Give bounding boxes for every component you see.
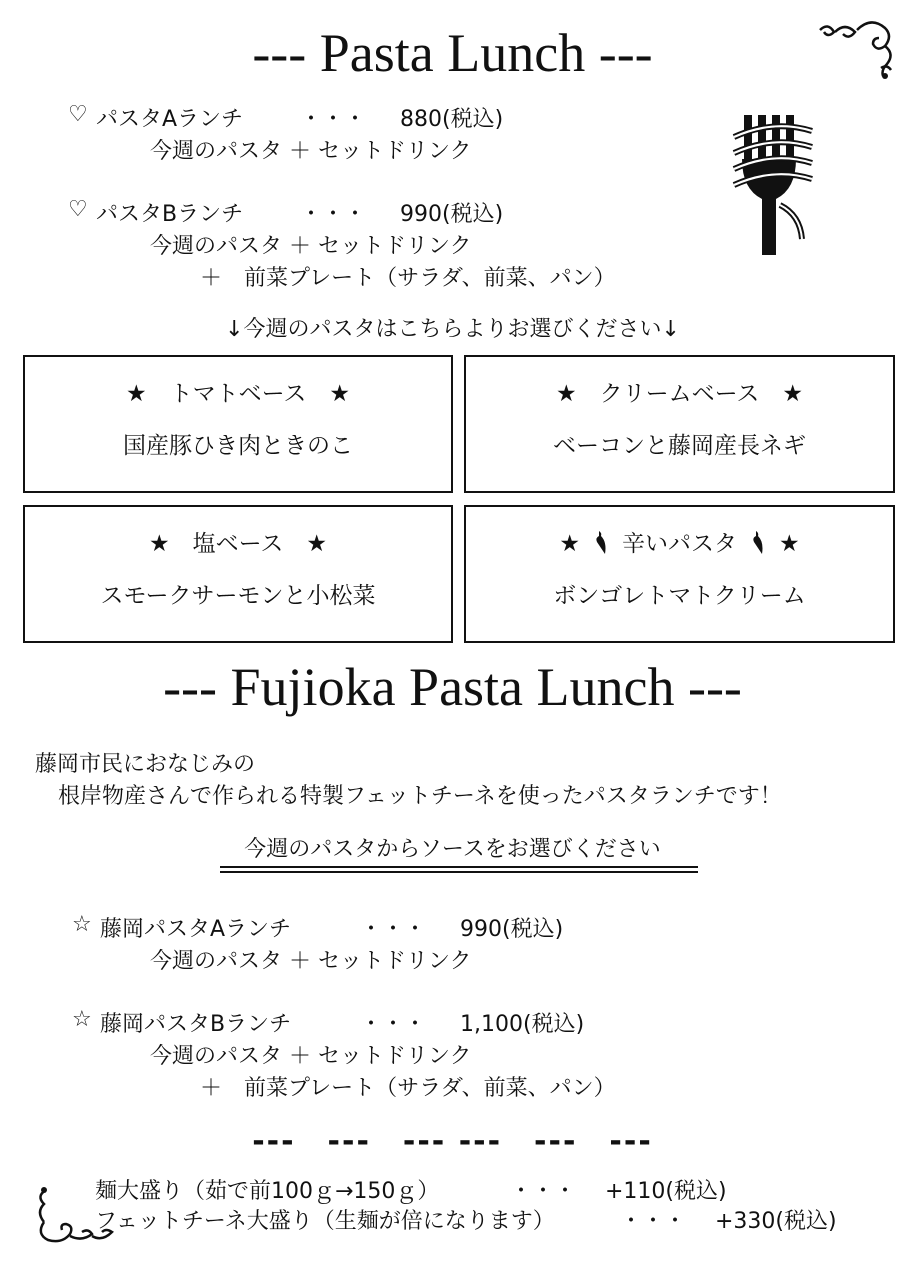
separator-dashes: --- --- --- --- --- ---	[252, 1124, 653, 1159]
intro-line-1: 藤岡市民におなじみの	[35, 752, 256, 777]
pasta-option-box	[464, 505, 895, 643]
star-left: ★	[559, 531, 580, 557]
extra-2-label: フェットチーネ大盛り（生麺が倍になります）	[95, 1209, 555, 1234]
title-pasta-lunch: --- Pasta Lunch ---	[252, 23, 653, 83]
fuji-b-name: 藤岡パスタBランチ	[100, 1012, 292, 1037]
intro-line-2: 根岸物産さんで作られる特製フェットチーネを使ったパスタランチです！	[58, 784, 782, 809]
pasta-option-box	[23, 355, 453, 493]
extra-1-label: 麺大盛り（茹で前100ｇ→150ｇ）	[95, 1179, 440, 1204]
choose-note: ↓今週のパスタはこちらよりお選びください↓	[225, 317, 680, 342]
extra-1-price: +110(税込)	[605, 1179, 727, 1204]
menu-b-name: パスタBランチ	[96, 202, 244, 227]
sauce-note: 今週のパスタからソースをお選びください	[244, 837, 661, 862]
menu-b-desc1: 今週のパスタ ＋ セットドリンク	[150, 234, 472, 259]
double-underline	[220, 871, 698, 873]
fuji-b-dots: ・・・	[360, 1012, 427, 1037]
menu-b-marker: ♡	[68, 197, 88, 222]
menu-a-marker: ♡	[68, 102, 88, 127]
double-underline	[220, 866, 698, 868]
fuji-b-desc1: 今週のパスタ ＋ セットドリンク	[150, 1044, 472, 1069]
flourish-ornament-icon	[30, 1186, 118, 1248]
chili-pepper-icon	[594, 531, 608, 555]
pasta-option-dish: スモークサーモンと小松菜	[100, 583, 376, 609]
fuji-a-price: 990(税込)	[460, 917, 564, 942]
fuji-a-marker: ☆	[72, 912, 92, 937]
chili-pepper-icon	[751, 531, 765, 555]
extra-2-price: +330(税込)	[715, 1209, 837, 1234]
menu-a-dots: ・・・	[300, 107, 367, 132]
fuji-b-price: 1,100(税込)	[460, 1012, 585, 1037]
pasta-option-title: ★ 塩ベース ★	[148, 531, 328, 557]
pasta-option-title	[466, 525, 893, 558]
star-right: ★	[779, 531, 800, 557]
fuji-a-name: 藤岡パスタAランチ	[100, 917, 292, 942]
pasta-option-dish: 国産豚ひき肉ときのこ	[123, 433, 353, 459]
pasta-option-dish: ボンゴレトマトクリーム	[553, 583, 806, 609]
menu-b-dots: ・・・	[300, 202, 367, 227]
spicy-pasta-label: 辛いパスタ	[622, 531, 737, 557]
extra-2-dots: ・・・	[620, 1209, 687, 1234]
menu-a-price: 880(税込)	[400, 107, 504, 132]
fuji-a-dots: ・・・	[360, 917, 427, 942]
fuji-b-marker: ☆	[72, 1007, 92, 1032]
fuji-a-desc: 今週のパスタ ＋ セットドリンク	[150, 949, 472, 974]
pasta-option-box	[464, 355, 895, 493]
menu-a-desc: 今週のパスタ ＋ セットドリンク	[150, 139, 472, 164]
extra-1-dots: ・・・	[510, 1179, 577, 1204]
title-fujioka-pasta-lunch: --- Fujioka Pasta Lunch ---	[163, 657, 742, 717]
menu-a-name: パスタAランチ	[96, 107, 244, 132]
fuji-b-desc2: ＋ 前菜プレート（サラダ、前菜、パン）	[200, 1076, 616, 1101]
menu-b-desc2: ＋ 前菜プレート（サラダ、前菜、パン）	[200, 266, 616, 291]
menu-b-price: 990(税込)	[400, 202, 504, 227]
pasta-option-dish: ベーコンと藤岡産長ネギ	[553, 433, 806, 459]
pasta-option-box	[23, 505, 453, 643]
pasta-option-title: ★ トマトベース ★	[125, 381, 351, 407]
fork-pasta-icon	[728, 115, 818, 255]
pasta-option-title: ★ クリームベース ★	[555, 381, 804, 407]
